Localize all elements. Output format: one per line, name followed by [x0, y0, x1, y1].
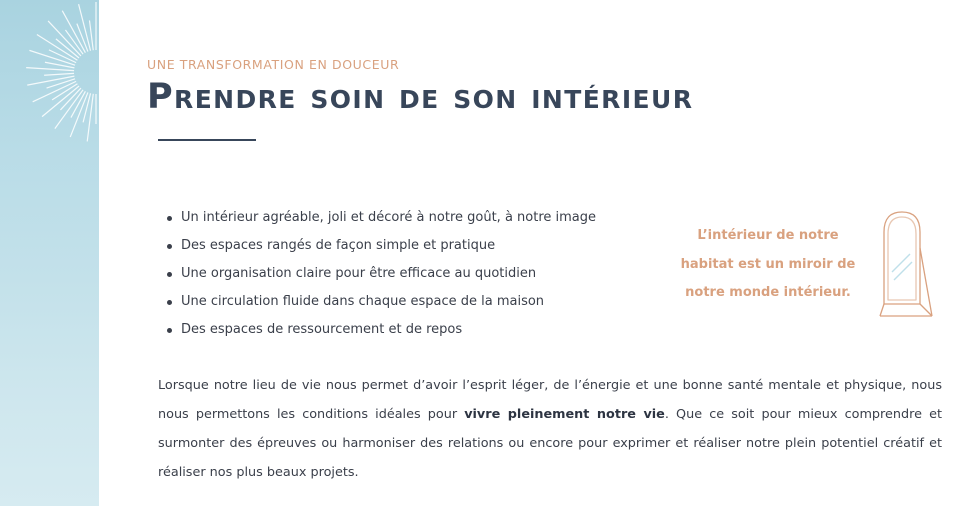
title-divider: [158, 139, 256, 141]
list-item: Une organisation claire pour être efficace au quotidien: [163, 260, 643, 288]
standing-mirror-icon: [876, 208, 940, 320]
highlight-quote: L’intérieur de notre habitat est un miroir de notre monde intérieur.: [680, 228, 856, 300]
sunburst-decoration-icon: [0, 0, 99, 160]
sunburst-ray: [26, 68, 74, 71]
list-item: Un intérieur agréable, joli et décoré à notre goût, à notre image: [163, 204, 643, 232]
intro-paragraph: [158, 371, 942, 487]
sunburst-ray: [89, 20, 93, 50]
sunburst-ray: [83, 93, 90, 122]
list-item: Des espaces de ressourcement et de repos: [163, 316, 643, 344]
list-item: Une circulation fluide dans chaque espace de la maison: [163, 288, 643, 316]
benefits-list: [163, 204, 643, 344]
sunburst-ray: [29, 50, 75, 65]
paragraph-text-end: . Que ce soit pour mieux comprendre et surmonter des épreuves ou harmoniser des relations ou encore pour exprimer et réaliser notre plein potentiel créatif et réaliser nos plus beaux projets.: [158, 407, 942, 480]
page-title: Prendre soin de son intérieur: [147, 77, 694, 117]
sunburst-ray: [27, 76, 74, 85]
side-decorative-band: [0, 0, 99, 506]
section-eyebrow: UNE TRANSFORMATION EN DOUCEUR: [147, 57, 400, 72]
sunburst-ray: [48, 21, 81, 56]
sunburst-ray: [44, 73, 74, 75]
paragraph-emphasis: vivre pleinement notre vie: [464, 407, 665, 422]
paragraph-text-start: Lorsque notre lieu de vie nous permet d’avoir l’esprit léger, de l’énergie et une bonne santé mentale et physique, nous nous permettons les conditions idéales pour: [158, 378, 942, 422]
list-item: Des espaces rangés de façon simple et pratique: [163, 232, 643, 260]
